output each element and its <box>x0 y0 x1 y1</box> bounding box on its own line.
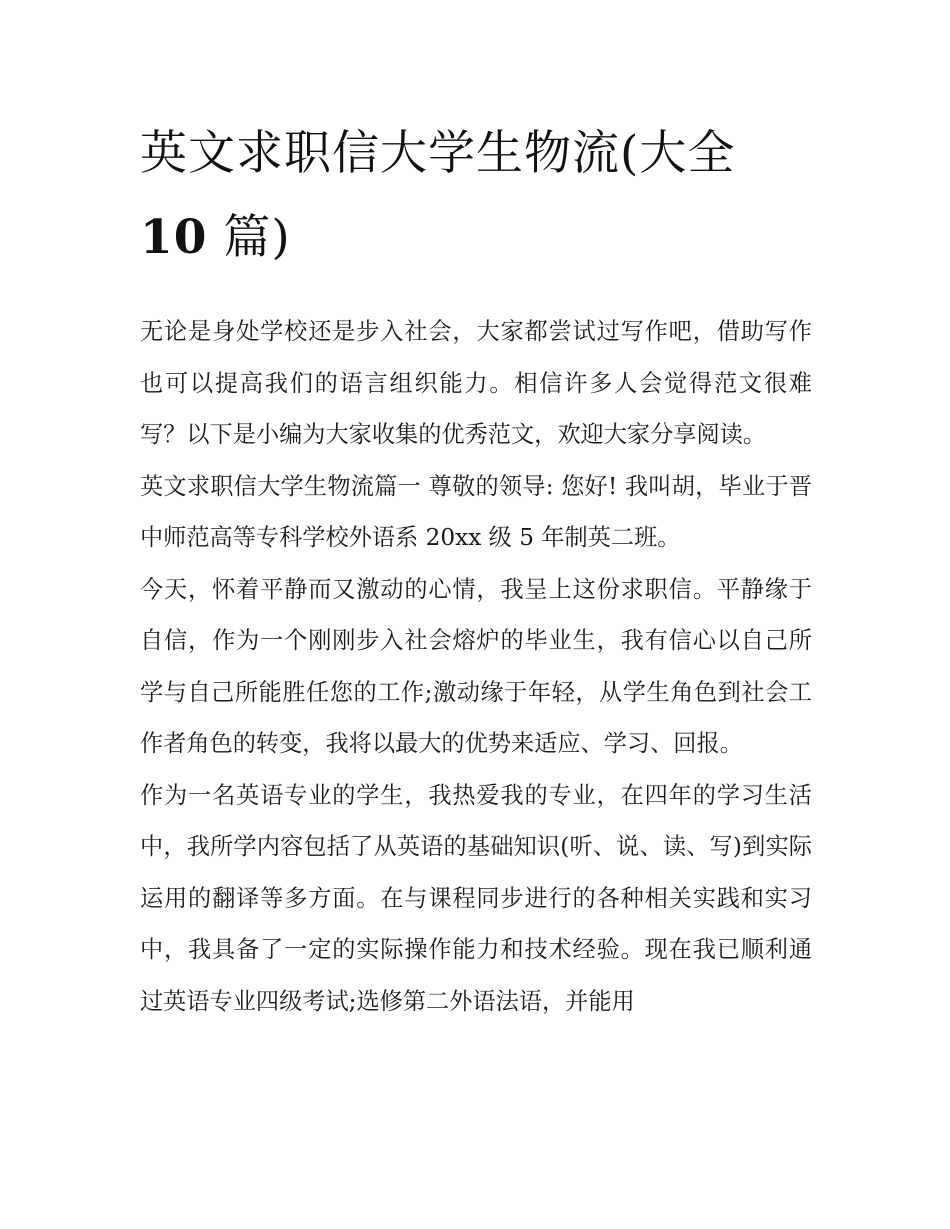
motivation-paragraph: 今天，怀着平静而又激动的心情，我呈上这份求职信。平静缘于自信，作为一个刚刚步入社会熔炉的毕业生，我有信心以自己所学与自己所能胜任您的工作;激动缘于年轻，从学生角色到社会工作者角色的转变，我将以最大的优势来适应、学习、回报。 <box>140 575 812 757</box>
greeting-paragraph: 英文求职信大学生物流篇一 尊敬的领导: 您好! 我叫胡，毕业于晋中师范高等专科学校外语系 20xx 级 5 年制英二班。 <box>140 472 812 551</box>
document-page <box>140 112 812 1027</box>
title-number: 10 <box>140 210 208 265</box>
document-body <box>140 306 812 1027</box>
study-paragraph: 作为一名英语专业的学生，我热爱我的专业，在四年的学习生活中，我所学内容包括了从英语的基础知识(听、说、读、写)到实际运用的翻译等多方面。在与课程同步进行的各种相关实践和实习中，我具备了一定的实际操作能力和技术经验。现在我已顺利通过英语专业四级考试;选修第二外语法语，并能用 <box>140 781 812 1015</box>
intro-paragraph: 无论是身处学校还是步入社会，大家都尝试过写作吧，借助写作也可以提高我们的语言组织能力。相信许多人会觉得范文很难写？以下是小编为大家收集的优秀范文，欢迎大家分享阅读。 <box>140 318 812 448</box>
title-suffix: 篇) <box>207 210 291 265</box>
document-title <box>140 112 812 280</box>
title-text: 英文求职信大学生物流(大全 <box>140 126 736 181</box>
